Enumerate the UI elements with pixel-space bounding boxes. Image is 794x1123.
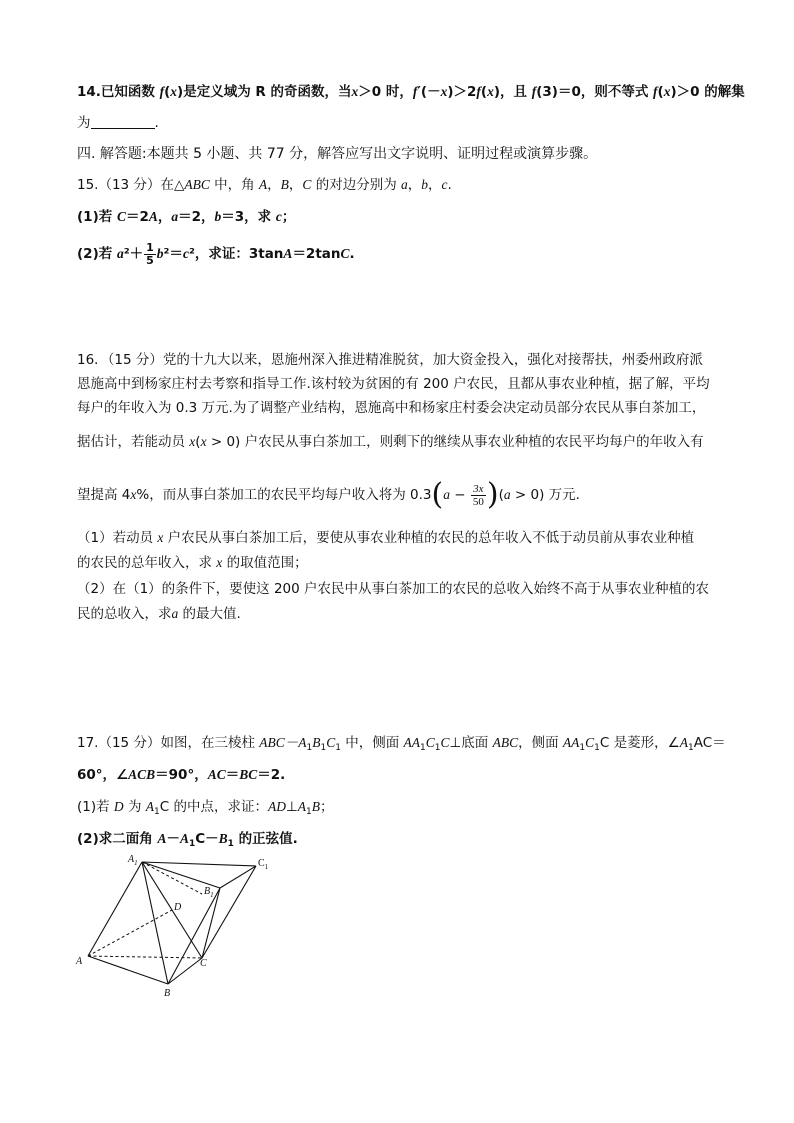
edge-B1-C1 [220,866,256,888]
question-16-line-1: 16．（15 分）党的十九大以来，恩施州深入推进精准脱贫，加大资金投入，强化对接帮扶，州委州政府派 [77,352,703,368]
label-C1: $C_1$ [258,858,269,871]
question-16-line-5: 望提高 4x%，而从事白茶加工的农民平均每户收入将为 0.3(a − $\frac{3x}{50}$ )(a > 0) 万元. [77,477,580,512]
question-14-line-2: 为 . [77,115,159,131]
label-D: D [174,902,182,913]
label-B: B [164,988,171,999]
hidden-edge-A1-B1-diag [142,862,202,894]
edge-C1-C [202,866,256,958]
edge-A1-B1 [142,862,220,888]
answer-blank[interactable] [91,114,155,129]
edge-A-A1 [88,862,142,956]
question-16-part-2-line-2: 民的总收入，求a 的最大值. [77,606,241,622]
fraction-one-fifth: $\frac{1}{5}$ [146,240,154,267]
fraction-3x-over-50: $\frac{3x}{50}$ [472,482,484,508]
edge-B-C [168,958,202,984]
question-17-line-2: 60°，∠ACB＝90°，AC＝BC＝2. [77,767,286,783]
prism-figure [70,850,290,1000]
question-17-part-2: (2)求二面角 $A-A_1C-B_1$ 的正弦值. [77,831,298,849]
edge-A1-B [142,862,168,984]
edge-A1-C1 [142,862,256,866]
question-15-line-1: 15.（13 分）在△ABC 中，角 A，B，C 的对边分别为 a，b，c. [77,177,452,193]
question-17-part-1: (1)若 D 为 $A_1C$ 的中点，求证：$AD\perp A_1B$； [77,799,334,817]
question-16-part-2-line-1: （2）在（1）的条件下，要使这 200 户农民中从事白茶加工的农民的总收入始终不高于从事农业种植的农 [77,581,710,597]
question-16-part-1-line-1: （1）若动员 x 户农民从事白茶加工后，要使从事农业种植的农民的总年收入不低于动员前从事农业种植 [77,530,695,546]
question-17-line-1: 17.（15 分）如图，在三棱柱 $ABC-A_1B_1C_1$ 中，侧面 $AA_1C_1C\perp$底面 ABC，侧面 $AA_1C_1C$ 是菱形，$\angle A_1AC=$ [77,735,726,753]
question-15-part-1: (1)若 C＝2A，a＝2，b＝3，求 c； [77,209,296,225]
section-heading: 四. 解答题:本题共 5 小题、共 77 分，解答应写出文字说明、证明过程或演算步骤。 [77,146,598,162]
question-16-line-4: 据估计，若能动员 x(x > 0) 户农民从事白茶加工，则剩下的继续从事农业种植的农民平均每户的年收入有 [77,434,704,450]
label-A: A [76,956,83,967]
label-A1: $A_1$ [128,854,138,867]
question-14-line-1: 14.已知函数 f(x)是定义域为 R 的奇函数，当x＞0 时，f′(－x)＞2f(x)，且 f(3)＝0，则不等式 f(x)＞0 的解集 [77,84,745,100]
question-16-line-2: 恩施高中到杨家庄村去考察和指导工作.该村较为贫困的有 200 户农民，且都从事农业种植，据了解，平均 [77,376,710,392]
label-C: C [200,958,207,969]
label-B1: $B_1$ [204,886,214,899]
question-16-line-3: 每户的年收入为 0.3 万元.为了调整产业结构，恩施高中和杨家庄村委会决定动员部分农民从事白茶加工， [77,400,706,416]
edge-A-B [88,956,168,984]
question-15-part-2: (2)若 a²＋ $\frac{1}{5}$ b²＝c²，求证：3tanA＝2tanC. [77,240,355,267]
question-16-part-1-line-2: 的农民的总年收入，求 x 的取值范围； [77,555,308,571]
hidden-edge-A-C [88,956,202,958]
